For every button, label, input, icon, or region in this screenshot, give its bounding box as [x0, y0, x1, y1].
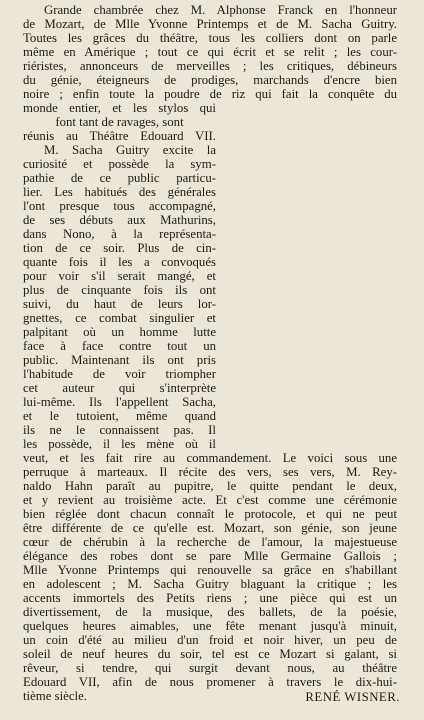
text-line: de ses débuts aux Mathurins, — [23, 213, 216, 227]
text-line: lier. Les habitués des générales — [23, 185, 216, 199]
author-signature: RENÉ WISNER. — [305, 690, 400, 704]
text-line: Grande chambrée chez M. Alphonse Franck en l'honneur — [44, 3, 397, 17]
text-line: rêveur, si tendre, qui surgit devant nous, au théâtre — [23, 661, 397, 675]
text-line: Mlle Yvonne Printemps qui renouvelle sa grâce en s'habillant — [23, 563, 397, 577]
text-line: divertissement, de la musique, des ballets, de la poésie, — [23, 605, 397, 619]
text-line: accents immortels des Petits riens ; une pièce qui est un — [23, 591, 397, 605]
text-line: soleil de neuf heures du soir, tel est ce Mozart si galant, si — [23, 647, 397, 661]
text-line: les possède, il les mène où il — [23, 437, 216, 451]
text-line: un coin d'été au milieu d'un froid et noir hiver, un peu de — [23, 633, 397, 647]
text-line: cœur de chérubin à la recherche de l'amour, la majestueuse — [23, 535, 397, 549]
text-line: public. Maintenant ils ont pris — [23, 353, 216, 367]
text-line: plus de cinquante fois ils ont — [23, 283, 216, 297]
text-line: M. Sacha Guitry excite la — [44, 143, 216, 157]
text-line: l'ont presque tous accompagné, — [23, 199, 216, 213]
text-line: l'habitude de voir triompher — [23, 367, 216, 381]
text-line: être différente de ce qu'elle est. Mozart, son génie, son jeune — [23, 521, 397, 535]
text-line: quelques heures aimables, une fête menant jusqu'à minuit, — [23, 619, 397, 633]
text-line: face à face contre tout un — [23, 339, 216, 353]
text-line: de Mozart, de Mlle Yvonne Printemps et de M. Sacha Guitry. — [23, 17, 397, 31]
text-line: tion de ce soir. Plus de cin- — [23, 241, 216, 255]
text-line: font tant de ravages, sont — [55, 115, 184, 129]
text-line: dans Nono, à la représenta- — [23, 227, 216, 241]
text-line: même en Amérique ; tout ce qui écrit et se relit ; les cour- — [23, 45, 397, 59]
text-line: et y revient au troisième acte. Et c'est comme une cérémonie — [23, 493, 397, 507]
text-line: pathie de ce public particu- — [23, 171, 216, 185]
text-line: perruque à marteaux. Il récite des vers, ses vers, M. Rey- — [23, 465, 397, 479]
text-line: suivi, du haut de leurs lor- — [23, 297, 216, 311]
text-line: cet auteur qui s'interprète — [23, 381, 216, 395]
text-line: en adolescent ; M. Sacha Guitry blaguant la critique ; les — [23, 577, 397, 591]
text-line: élégance des robes dont se pare Mlle Germaine Gallois ; — [23, 549, 397, 563]
text-line: naldo Hahn paraît au pupitre, le quitte pendant le deux, — [23, 479, 397, 493]
text-line: lui-même. Ils l'appellent Sacha, — [23, 395, 216, 409]
text-line: veut, et les fait rire au commandement. Le voici sous une — [23, 451, 397, 465]
text-line: monde entier, et les stylos qui — [23, 101, 216, 115]
text-line: gnettes, ce combat singulier et — [23, 311, 216, 325]
text-line: riéristes, annonceurs de merveilles ; les critiques, débineurs — [23, 59, 397, 73]
text-line: du génie, éteigneurs de prodiges, marchands d'encre bien — [23, 73, 397, 87]
text-line: tième siècle. — [23, 689, 87, 703]
text-line: palpitant où un homme lutte — [23, 325, 216, 339]
text-line: ils ne le connaissent pas. Il — [23, 423, 216, 437]
text-line: Edouard VII, afin de nous promener à travers le dix-hui- — [23, 675, 397, 689]
text-line: noire ; enfin toute la poudre de riz qui fait la conquête du — [23, 87, 397, 101]
text-line: réunis au Théâtre Edouard VII. — [23, 129, 216, 143]
text-line: Toutes les grâces du théâtre, tous les colliers dont on parle — [23, 31, 397, 45]
text-line: bien réglée dont chacun connaît le protocole, et qui ne peut — [23, 507, 397, 521]
text-line: et le tutoient, même quand — [23, 409, 216, 423]
text-line: quante fois il les a convoqués — [23, 255, 216, 269]
text-line: pour voir s'il serait mangé, et — [23, 269, 216, 283]
text-line: curiosité et possède la sym- — [23, 157, 216, 171]
